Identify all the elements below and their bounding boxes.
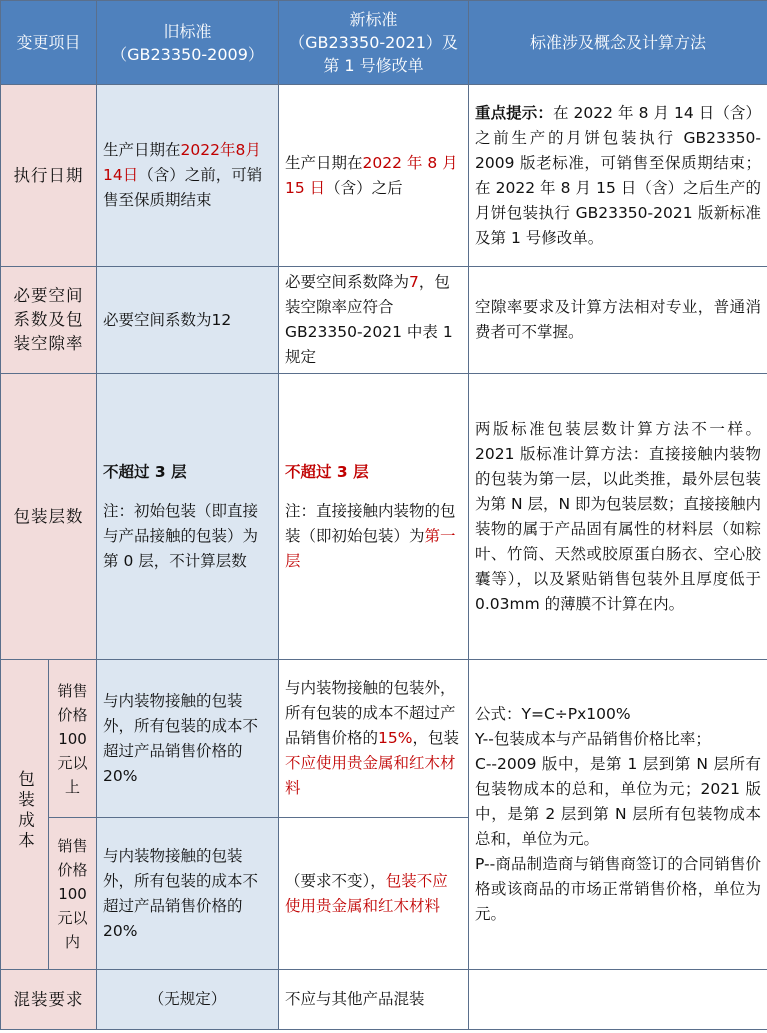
row-packaging-layers xyxy=(1,374,767,660)
row-mixed-packing xyxy=(1,970,767,1030)
new-cost-over-100: 与内装物接触的包装外，所有包装的成本不超过产品销售价格的15%，包装不应使用贵金属和红木材料 xyxy=(279,660,469,818)
new-mixed-packing: 不应与其他产品混装 xyxy=(279,970,469,1030)
item-mixed-packing: 混装要求 xyxy=(1,970,97,1030)
new-packaging-layers xyxy=(279,374,469,660)
item-execution-date: 执行日期 xyxy=(1,85,97,267)
item-packaging-cost: 包装成本 xyxy=(1,660,49,970)
old-mixed-packing: （无规定） xyxy=(97,970,279,1030)
header-old-standard: 旧标准 （GB23350-2009） xyxy=(97,1,279,85)
old-execution-date: 生产日期在2022年8月14日（含）之前，可销售至保质期结束 xyxy=(97,85,279,267)
sub-cost-under-100: 销售价格100元以内 xyxy=(49,818,97,970)
new-layers-note: 注：直接接触内装物的包装（即初始包装）为第一层 xyxy=(285,501,456,570)
header-row xyxy=(1,1,767,85)
item-space-coefficient: 必要空间系数及包装空隙率 xyxy=(1,267,97,374)
new-cost-under-100: （要求不变），包装不应使用贵金属和红木材料 xyxy=(279,818,469,970)
row-execution-date xyxy=(1,85,767,267)
row-cost-over-100 xyxy=(1,660,767,818)
expl-packaging-cost: 公式：Y=C÷Px100% Y--包装成本与产品销售价格比率； C--2009 版中，是第 1 层到第 N 层所有包装物成本的总和，单位为元；2021 版中，是第 2 层到第 N 层所有包装物成本总和，单位为元。 P--商品制造商与销售商签订的合同销售价格或该商品的市场正常销售价格，单位为元。 xyxy=(469,660,767,970)
header-new-standard: 新标准 （GB23350-2021）及 第 1 号修改单 xyxy=(279,1,469,85)
new-space-coefficient: 必要空间系数降为7，包装空隙率应符合 GB23350-2021 中表 1 规定 xyxy=(279,267,469,374)
header-item: 变更项目 xyxy=(1,1,97,85)
old-space-coefficient: 必要空间系数为12 xyxy=(97,267,279,374)
expl-packaging-layers: 两版标准包装层数计算方法不一样。2021 版标准计算方法：直接接触内装物的包装为第一层，以此类推，最外层包装为第 N 层，N 即为包装层数；直接接触内装物的属于产品固有属性的材料层（如粽叶、竹筒、天然或胶原蛋白肠衣、空心胶囊等），以及紧贴销售包装外且厚度低于 0.03mm 的薄膜不计算在内。 xyxy=(469,374,767,660)
old-cost-under-100: 与内装物接触的包装外，所有包装的成本不超过产品销售价格的 20% xyxy=(97,818,279,970)
header-explanation: 标准涉及概念及计算方法 xyxy=(469,1,767,85)
expl-space-coefficient: 空隙率要求及计算方法相对专业，普通消费者可不掌握。 xyxy=(469,267,767,374)
old-cost-over-100: 与内装物接触的包装外，所有包装的成本不超过产品销售价格的 20% xyxy=(97,660,279,818)
new-execution-date: 生产日期在2022 年 8 月 15 日（含）之后 xyxy=(279,85,469,267)
expl-mixed-packing xyxy=(469,970,767,1030)
row-space-coefficient xyxy=(1,267,767,374)
old-packaging-layers xyxy=(97,374,279,660)
new-layers-limit: 不超过 3 层 xyxy=(285,462,369,481)
old-layers-limit: 不超过 3 层 xyxy=(103,462,187,481)
sub-cost-over-100: 销售价格100元以上 xyxy=(49,660,97,818)
old-layers-note: 注：初始包装（即直接与产品接触的包装）为第 0 层，不计算层数 xyxy=(103,501,259,570)
expl-execution-date: 重点提示：在 2022 年 8 月 14 日（含）之前生产的月饼包装执行 GB23350-2009 版老标准，可销售至保质期结束；在 2022 年 8 月 15 日（含）之后生产的月饼包装执行 GB23350-2021 版新标准及第 1 号修改单。 xyxy=(469,85,767,267)
item-packaging-layers: 包装层数 xyxy=(1,374,97,660)
